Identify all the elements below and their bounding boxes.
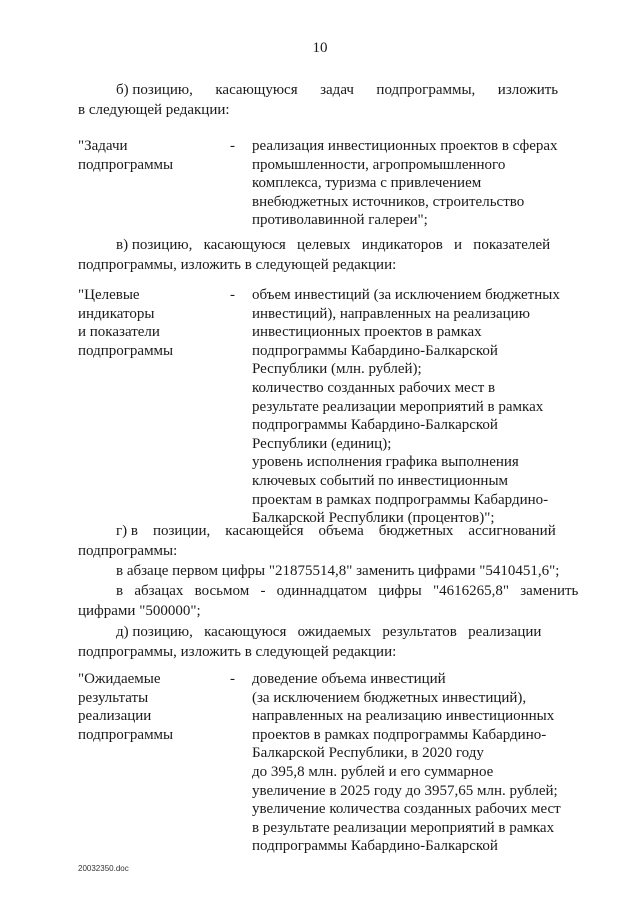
document-code: 20032350.doc [78,864,129,873]
paragraph-v-line-2: подпрограммы, изложить в следующей редакции: [78,257,397,273]
indicators-value-line: количество созданных рабочих мест в [252,379,496,396]
tasks-value-line: реализация инвестиционных проектов в сферах [252,138,558,154]
results-label-line: подпрограммы [78,726,174,743]
results-value-line: подпрограммы Кабардино-Балкарской [252,838,498,855]
results-value-line: направленных на реализацию инвестиционных [252,708,555,725]
indicators-value-line: ключевых событий по инвестиционным [252,472,509,489]
paragraph-g-text-4: в абзацах восьмом - одиннадцатом цифры "4616265,8" заменить [116,583,579,599]
paragraph-g [78,521,579,621]
paragraph-d-text-1: д) позицию, касающуюся ожидаемых результатов реализации [116,624,542,640]
results-value-line: Балкарской Республики, в 2020 году [252,745,484,762]
results-value-line: увеличение количества созданных рабочих мест [252,801,561,818]
indicators-value-line: подпрограммы Кабардино-Балкарской [252,342,498,359]
page-number: 10 [312,40,328,56]
paragraph-g-line-2: подпрограммы: [78,543,178,559]
paragraph-b-line-2: в следующей редакции: [78,102,230,118]
paragraph-b [78,80,566,120]
results-value-line: проектов в рамках подпрограммы Кабардино- [252,726,547,743]
tasks-value-line: внебюджетных источников, строительство [252,193,525,210]
indicators-value-line: уровень исполнения графика выполнения [252,454,519,471]
indicators-value [252,286,568,528]
paragraph-b-line-1 [78,80,566,100]
tasks-value-line: противолавинной галереи"; [252,212,428,229]
paragraph-g-line-4 [78,581,579,601]
paragraph-g-line-5: цифрами "500000"; [78,603,201,619]
results-dash: - [230,671,235,687]
results-value-line: увеличение в 2025 году до 3957,65 млн. рублей; [252,782,558,799]
indicators-label [78,286,218,360]
paragraph-v [78,235,566,275]
paragraph-d [78,622,566,662]
indicators-value-line: результате реализации мероприятий в рамках [252,398,544,415]
tasks-value-line: промышленности, агропромышленного [252,156,506,173]
tasks-label [78,137,218,174]
results-value-line: доведение объема инвестиций [252,671,446,687]
paragraph-v-text-1: в) позицию, касающуюся целевых индикаторов и показателей [116,237,551,253]
indicators-label-line: и показатели [78,324,160,341]
results-value-line: в результате реализации мероприятий в рамках [252,819,555,836]
results-value [252,670,568,856]
tasks-value-line: комплекса, туризма с привлечением [252,175,482,192]
indicators-value-line: Республики (млн. рублей); [252,361,422,378]
paragraph-d-line-1 [78,622,566,642]
paragraph-g-line-1 [78,521,566,541]
indicators-value-line: Балкарской Республики (процентов)"; [252,510,495,527]
paragraph-d-line-2: подпрограммы, изложить в следующей редакции: [78,644,397,660]
results-label-line: результаты [78,689,149,706]
tasks-value [252,137,568,230]
paragraph-b-text-1: б) позицию, касающуюся задач подпрограммы, изложить [116,82,559,98]
indicators-label-line: "Целевые [78,287,140,303]
tasks-dash: - [230,138,235,154]
paragraph-g-text-3: в абзаце первом цифры "21875514,8" заменить цифрами "5410451,6"; [116,563,560,579]
paragraph-g-line-3 [78,561,566,581]
indicators-value-line: Республики (единиц); [252,435,392,452]
indicators-label-line: подпрограммы [78,342,174,359]
indicators-value-line: инвестиций), направленных на реализацию [252,305,530,322]
results-label-line: "Ожидаемые [78,671,161,687]
paragraph-v-line-1 [78,235,566,255]
results-value-line: до 395,8 млн. рублей и его суммарное [252,763,494,780]
tasks-label-line: "Задачи [78,138,128,154]
results-value-line: (за исключением бюджетных инвестиций), [252,689,527,706]
paragraph-g-text-1: г) в позиции, касающейся объема бюджетных ассигнований [116,523,556,539]
indicators-value-line: проектам в рамках подпрограммы Кабардино- [252,491,549,508]
indicators-value-line: подпрограммы Кабардино-Балкарской [252,417,498,434]
indicators-value-line: объем инвестиций (за исключением бюджетных [252,287,560,303]
indicators-value-line: инвестиционных проектов в рамках [252,324,482,341]
tasks-label-line: подпрограммы [78,156,174,173]
indicators-dash: - [230,287,235,303]
results-label [78,670,218,744]
indicators-label-line: индикаторы [78,305,155,322]
results-label-line: реализации [78,708,152,725]
